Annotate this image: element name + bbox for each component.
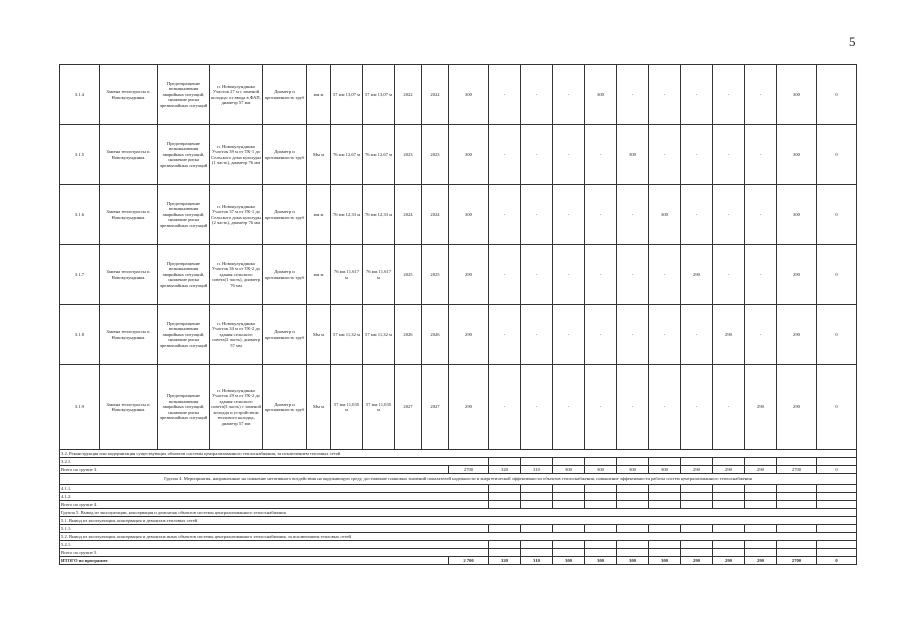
cell-y2019: -	[489, 125, 521, 185]
group-3-total-label: Всего по группе 3.	[60, 466, 449, 474]
cell-indicator: Диаметр и протяженность труб	[263, 125, 307, 185]
cell-indicator: Диаметр и протяженность труб	[263, 245, 307, 305]
group-3-other: 0	[817, 466, 857, 474]
group-3-y2021: 300	[553, 466, 585, 474]
section-4-2-row	[60, 493, 857, 501]
cell-y2022: -	[585, 185, 617, 245]
cell-name: Замена теплотрассы п. Новокулундинка.	[100, 125, 158, 185]
section-4-1-row	[60, 485, 857, 493]
section-5-1-row	[60, 517, 857, 525]
cell-y2019: -	[489, 185, 521, 245]
grand-y2024: 300	[649, 557, 681, 565]
section-3-2-1-row	[60, 458, 857, 466]
section-5-1-1-label: 5.1.1.	[60, 525, 489, 533]
cell-after: 76 мм 12,67 м	[363, 125, 395, 185]
cell-y2026: -	[713, 65, 745, 125]
cell-other: 0	[817, 245, 857, 305]
cell-y2021: -	[553, 245, 585, 305]
cell-y2026: -	[713, 365, 745, 450]
cell-y2024: 300	[649, 185, 681, 245]
grand-y2020: 310	[521, 557, 553, 565]
group-5-title: Группа 5. Вывод из эксплуатации, консервация и демонтаж объектов системы централизованного теплоснабжения	[60, 509, 857, 517]
cell-y2021: -	[553, 365, 585, 450]
group-3-budget: 2700	[777, 466, 817, 474]
group-3-y2020: 310	[521, 466, 553, 474]
cell-total: 300	[449, 125, 489, 185]
group-5-total-label: Всего по группе 5.	[60, 549, 489, 557]
cell-start: 2025	[395, 245, 422, 305]
cell-before: 57 мм 11,035 м	[331, 365, 363, 450]
grand-y2027: 290	[745, 557, 777, 565]
group-4-total-label: Всего по группе 4.	[60, 501, 489, 509]
cell-after: 76 мм 11,617 м	[363, 245, 395, 305]
cell-y2027: -	[745, 125, 777, 185]
cell-y2020: -	[521, 65, 553, 125]
cell-name: Замена теплотрассы п. Новокулундинка.	[100, 305, 158, 365]
cell-before: 76 мм 11,617 м	[331, 245, 363, 305]
cell-before: 57 мм 13,07 м	[331, 65, 363, 125]
cell-name: Замена теплотрассы п. Новокулундинка.	[100, 365, 158, 450]
cell-after: 57 мм 11,32 м	[363, 305, 395, 365]
cell-budget: 290	[777, 365, 817, 450]
cell-end: 2026	[422, 305, 449, 365]
cell-y2021: -	[553, 125, 585, 185]
section-3-2-1-label: 3.2.1.	[60, 458, 489, 466]
section-3-2-label: 3.2. Реконструкция или модернизация существующих объектов системы централизованного теплоснабжения, за исключением тепловых сетей	[60, 450, 857, 458]
cell-total: 290	[449, 365, 489, 450]
page-number: 5	[849, 34, 856, 49]
cell-y2021: -	[553, 305, 585, 365]
section-4-1-label: 4.1.1.	[60, 485, 489, 493]
cell-start: 2023	[395, 125, 422, 185]
cell-y2023: 300	[617, 125, 649, 185]
cell-y2027: -	[745, 245, 777, 305]
cell-unit: мм м	[307, 65, 331, 125]
cell-y2027: -	[745, 65, 777, 125]
cell-budget: 300	[777, 185, 817, 245]
grand-y2026: 290	[713, 557, 745, 565]
cell-other: 0	[817, 65, 857, 125]
cell-y2024: -	[649, 365, 681, 450]
cell-location: п. Новокулундинка Участок 36 м от ТК-2 до здания сельского совета(1 часть), диаметр 76 мм	[210, 245, 263, 305]
cell-end: 2025	[422, 245, 449, 305]
cell-total: 300	[449, 185, 489, 245]
cell-location: п. Новокулундинка Участок 37 м от ТК-1 до Сельского дома культуры (2 часть), диаметр 76 мм	[210, 185, 263, 245]
measure-row	[60, 365, 857, 450]
grand-y2021: 300	[553, 557, 585, 565]
group-4-total-row	[60, 501, 857, 509]
cell-y2020: -	[521, 365, 553, 450]
cell-num: 3.1.8	[60, 305, 100, 365]
section-5-2-row	[60, 533, 857, 541]
cell-y2026: 290	[713, 305, 745, 365]
cell-unit: мм м	[307, 245, 331, 305]
cell-budget: 290	[777, 305, 817, 365]
cell-unit: мм м	[307, 185, 331, 245]
group-5-title-row	[60, 509, 857, 517]
cell-num: 3.1.4	[60, 65, 100, 125]
cell-reason: Предотвращение возникновения аварийных ситуаций, снижение риска чрезвычайных ситуаций	[158, 365, 210, 450]
section-5-1-label: 5.1. Вывод из эксплуатации, консервация и демонтаж тепловых сетей	[60, 517, 857, 525]
measure-row	[60, 185, 857, 245]
group-5-total-row	[60, 549, 857, 557]
cell-y2025: -	[681, 65, 713, 125]
cell-other: 0	[817, 365, 857, 450]
cell-reason: Предотвращение возникновения аварийных ситуаций, снижение риска чрезвычайных ситуаций	[158, 245, 210, 305]
cell-y2022: -	[585, 305, 617, 365]
cell-y2026: -	[713, 185, 745, 245]
grand-y2022: 300	[585, 557, 617, 565]
cell-indicator: Диаметр и протяженность труб	[263, 185, 307, 245]
cell-y2024: -	[649, 305, 681, 365]
cell-y2019: -	[489, 245, 521, 305]
cell-y2022: -	[585, 365, 617, 450]
cell-num: 3.1.9	[60, 365, 100, 450]
cell-y2023: -	[617, 65, 649, 125]
cell-name: Замена теплотрассы п. Новокулундинка.	[100, 185, 158, 245]
cell-start: 2024	[395, 185, 422, 245]
cell-before: 76 мм 12,67 м	[331, 125, 363, 185]
cell-end: 2027	[422, 365, 449, 450]
section-5-2-1-row	[60, 541, 857, 549]
cell-y2020: -	[521, 125, 553, 185]
cell-location: п. Новокулундинка Участок 27 м с заменой колодца: от ввода в ФАП, диаметр 57 мм	[210, 65, 263, 125]
cell-reason: Предотвращение возникновения аварийных ситуаций, снижение риска чрезвычайных ситуаций	[158, 125, 210, 185]
group-3-total-row	[60, 466, 857, 474]
cell-end: 2022	[422, 65, 449, 125]
group-3-y2023: 300	[617, 466, 649, 474]
cell-num: 3.1.6	[60, 185, 100, 245]
section-5-2-1-label: 5.2.1.	[60, 541, 489, 549]
cell-other: 0	[817, 125, 857, 185]
cell-indicator: Диаметр и протяженность труб	[263, 305, 307, 365]
grand-y2025: 290	[681, 557, 713, 565]
cell-location: п. Новокулундинка Участок 29 м от ТК-2 до здания сельского совета(3 часть) с заменой колодца и устройством теплового колодца, диаметр 57 мм	[210, 365, 263, 450]
grand-total-label: ИТОГО по программе	[60, 557, 449, 565]
cell-after: 57 мм 13,07 м	[363, 65, 395, 125]
section-5-2-label: 5.2. Вывод из эксплуатации, консервация и демонтаж иных объектов системы централизованного теплоснабжения, за исключением тепловых сетей	[60, 533, 857, 541]
cell-num: 3.1.7	[60, 245, 100, 305]
cell-y2022: -	[585, 125, 617, 185]
measure-row	[60, 125, 857, 185]
group-3-y2026: 290	[713, 466, 745, 474]
program-table	[59, 64, 857, 565]
grand-y2023: 300	[617, 557, 649, 565]
cell-y2027: -	[745, 305, 777, 365]
section-5-1-1-row	[60, 525, 857, 533]
section-3-2-row	[60, 450, 857, 458]
group-3-y2024: 300	[649, 466, 681, 474]
cell-y2025: -	[681, 305, 713, 365]
cell-reason: Предотвращение возникновения аварийных ситуаций, снижение риска чрезвычайных ситуаций	[158, 185, 210, 245]
cell-start: 2026	[395, 305, 422, 365]
cell-unit: Мм м	[307, 125, 331, 185]
cell-y2024: -	[649, 65, 681, 125]
cell-y2023: -	[617, 365, 649, 450]
cell-y2023: -	[617, 245, 649, 305]
cell-y2024: -	[649, 125, 681, 185]
cell-unit: Мм м	[307, 365, 331, 450]
cell-start: 2022	[395, 65, 422, 125]
group-3-y2025: 290	[681, 466, 713, 474]
cell-budget: 290	[777, 245, 817, 305]
cell-y2021: -	[553, 185, 585, 245]
cell-y2025: 290	[681, 245, 713, 305]
cell-before: 57 мм 11,32 м	[331, 305, 363, 365]
measure-row	[60, 305, 857, 365]
cell-indicator: Диаметр и протяженность труб	[263, 365, 307, 450]
cell-reason: Предотвращение возникновения аварийных ситуаций, снижение риска чрезвычайных ситуаций	[158, 305, 210, 365]
group-3-y2022: 300	[585, 466, 617, 474]
cell-budget: 300	[777, 125, 817, 185]
cell-name: Замена теплотрассы п. Новокулундинка.	[100, 245, 158, 305]
cell-y2019: -	[489, 305, 521, 365]
cell-location: п. Новокулундинка Участок 39 м от ТК-1 до Сельского дома культуры (1 часть), диаметр 76 мм	[210, 125, 263, 185]
cell-y2020: -	[521, 305, 553, 365]
group-3-total-sum: 2700	[449, 466, 489, 474]
cell-end: 2024	[422, 185, 449, 245]
cell-y2021: -	[553, 65, 585, 125]
cell-name: Замена теплотрассы п. Новокулундинка.	[100, 65, 158, 125]
cell-num: 3.1.5	[60, 125, 100, 185]
cell-y2024: -	[649, 245, 681, 305]
cell-y2026: -	[713, 245, 745, 305]
cell-y2022: 300	[585, 65, 617, 125]
cell-start: 2027	[395, 365, 422, 450]
cell-y2019: -	[489, 365, 521, 450]
cell-total: 290	[449, 245, 489, 305]
cell-total: 290	[449, 305, 489, 365]
cell-after: 76 мм 12,33 м	[363, 185, 395, 245]
group-4-title-row	[60, 474, 857, 485]
cell-y2020: -	[521, 245, 553, 305]
cell-y2023: -	[617, 185, 649, 245]
cell-unit: Мм м	[307, 305, 331, 365]
cell-y2026: -	[713, 125, 745, 185]
cell-y2025: -	[681, 365, 713, 450]
cell-location: п. Новокулундинка Участок 34 м от ТК-2 до здания сельского совета(2 часть), диаметр 57 мм	[210, 305, 263, 365]
cell-y2025: -	[681, 185, 713, 245]
group-4-title: Группа 4. Мероприятия, направленные на снижение негативного воздействия на окружающую среду, достижение плановых значений показателей надежности и энергетической эффективности объектов теплоснабжения, повышение эффективности работы систем централизованного теплоснабжения	[60, 474, 857, 485]
cell-y2020: -	[521, 185, 553, 245]
cell-indicator: Диаметр и протяженность труб	[263, 65, 307, 125]
cell-y2022: -	[585, 245, 617, 305]
cell-reason: Предотвращение возникновения аварийных ситуаций, снижение риска чрезвычайных ситуаций	[158, 65, 210, 125]
cell-y2019: -	[489, 65, 521, 125]
cell-y2025: -	[681, 125, 713, 185]
section-4-2-label: 4.1.2.	[60, 493, 489, 501]
grand-other: 0	[817, 557, 857, 565]
group-3-y2027: 290	[745, 466, 777, 474]
measure-row	[60, 245, 857, 305]
cell-before: 76 мм 12,33 м	[331, 185, 363, 245]
grand-total-sum: 2 700	[449, 557, 489, 565]
grand-y2019: 320	[489, 557, 521, 565]
group-3-y2019: 320	[489, 466, 521, 474]
grand-budget: 2700	[777, 557, 817, 565]
cell-other: 0	[817, 305, 857, 365]
measure-row	[60, 65, 857, 125]
cell-y2027: 290	[745, 365, 777, 450]
cell-end: 2023	[422, 125, 449, 185]
cell-y2023: -	[617, 305, 649, 365]
cell-y2027: -	[745, 185, 777, 245]
cell-after: 57 мм 11,035 м	[363, 365, 395, 450]
cell-budget: 300	[777, 65, 817, 125]
grand-total-row	[60, 557, 857, 565]
cell-total: 300	[449, 65, 489, 125]
cell-other: 0	[817, 185, 857, 245]
